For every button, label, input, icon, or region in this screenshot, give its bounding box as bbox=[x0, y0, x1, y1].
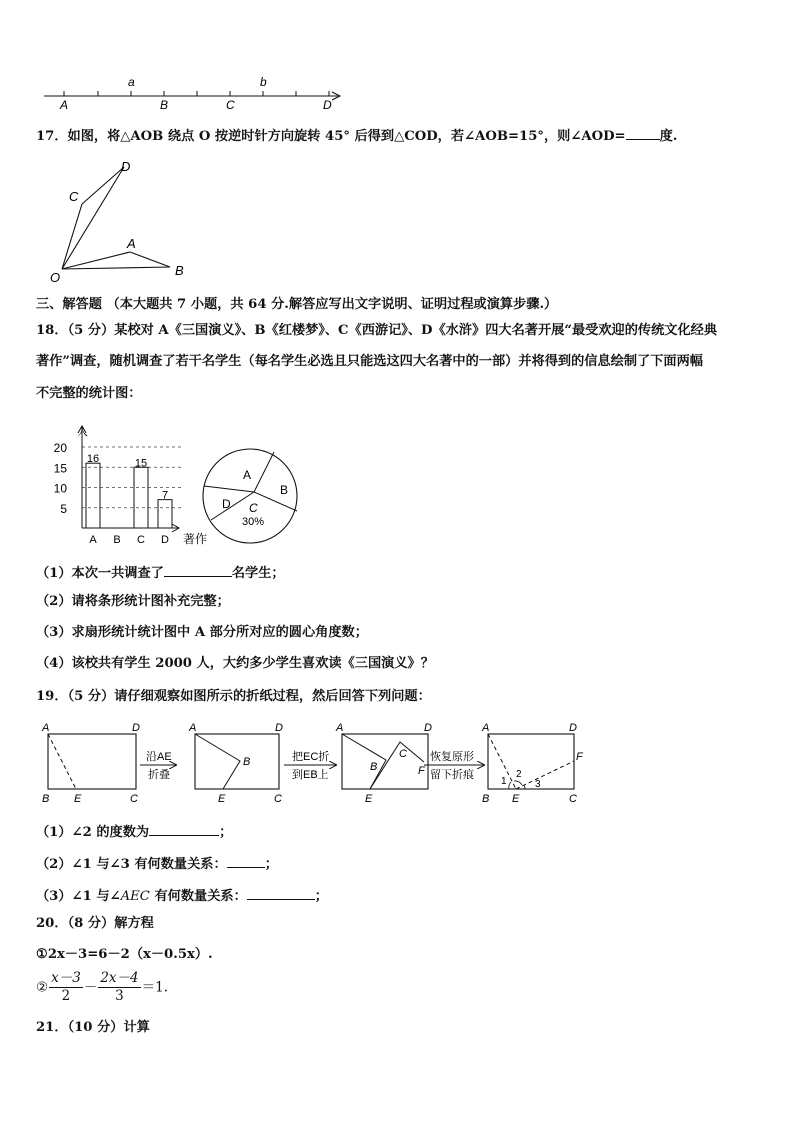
q19-sub-3 bbox=[36, 886, 328, 905]
fig4-label-C: C bbox=[569, 793, 577, 805]
fig2-label-C: C bbox=[274, 793, 282, 805]
fig1-label-E: E bbox=[74, 793, 82, 805]
q19-sub-2 bbox=[36, 854, 278, 873]
q20-frac2-numerator: 2x－4 bbox=[100, 970, 139, 986]
question-17 bbox=[36, 126, 677, 145]
fig4-label-F: F bbox=[576, 751, 583, 763]
q19-title: 19．（5 分）请仔细观察如图所示的折纸过程，然后回答下列问题： bbox=[36, 689, 431, 704]
fig3-label-A: A bbox=[336, 722, 344, 734]
q18-line-1: 18．（5 分）某校对 A《三国演义》、B《红楼梦》、C《西游记》、D《水浒》四大名著开展“最受欢迎的传统文化经典 bbox=[36, 323, 718, 338]
bar-chart-ytick: 5 bbox=[60, 501, 67, 516]
q19-sub3-prefix: （3）∠1 与∠ bbox=[36, 889, 121, 904]
numberline-label-a: a bbox=[128, 75, 135, 89]
pie-slice-boundary bbox=[204, 486, 254, 492]
pie-slice-boundary bbox=[254, 452, 274, 492]
numberline-label-b: b bbox=[260, 75, 267, 89]
q20-frac1-numerator: x－3 bbox=[51, 970, 81, 986]
bar-xtick-B: B bbox=[113, 534, 121, 546]
bar-data-label-D: 7 bbox=[161, 489, 169, 502]
pie-label-B: B bbox=[280, 483, 289, 497]
q21-title: 21．（10 分）计算 bbox=[36, 1020, 150, 1035]
arrow3-label-top: 恢复原形 bbox=[430, 751, 474, 763]
bar-A bbox=[86, 463, 100, 528]
q19-sub1-prefix: （1）∠2 的度数为 bbox=[36, 825, 150, 840]
q18-bar-chart bbox=[44, 422, 216, 550]
fig3-label-E: E bbox=[365, 793, 373, 805]
q19-sub2-suffix: ； bbox=[264, 857, 278, 872]
bar-chart-ylabel: 人 bbox=[77, 426, 88, 438]
fig2-label-D: D bbox=[275, 722, 283, 734]
pie-label-A: A bbox=[243, 468, 252, 482]
fig4-label-E: E bbox=[512, 793, 520, 805]
q17-suffix: 度. bbox=[659, 129, 678, 144]
pie-label-D: D bbox=[222, 497, 231, 511]
fig1-label-C: C bbox=[130, 793, 138, 805]
fig2-label-E: E bbox=[218, 793, 226, 805]
bar-data-label-C: 15 bbox=[134, 457, 148, 470]
q18-sub1-blank[interactable] bbox=[164, 563, 232, 577]
q20-title: 20．（8 分）解方程 bbox=[36, 916, 154, 931]
q18-sub-3: （3）求扇形统计统计图中 A 部分所对应的圆心角度数； bbox=[36, 625, 368, 640]
q18-sub-1 bbox=[36, 563, 285, 582]
q18-line-3: 不完整的统计图： bbox=[36, 386, 142, 401]
fig2-label-A: A bbox=[189, 722, 197, 734]
q19-sub3-suffix: ； bbox=[314, 889, 328, 904]
bar-chart-xlabel: 著作 bbox=[183, 532, 208, 546]
fig1-label-D: D bbox=[132, 722, 140, 734]
numberline-label-B: B bbox=[160, 98, 169, 112]
bar-chart-ytick: 20 bbox=[53, 441, 67, 455]
number-line-figure bbox=[40, 72, 350, 112]
q17-label-C: C bbox=[69, 189, 79, 204]
bar-chart-ytick: 10 bbox=[53, 481, 67, 496]
fig1-label-A: A bbox=[42, 722, 50, 734]
q20-frac2-denominator: 3 bbox=[115, 988, 124, 1004]
fig4-label-D: D bbox=[569, 722, 577, 734]
fig4-angle-2: 2 bbox=[516, 769, 522, 780]
fig4-label-A: A bbox=[482, 722, 490, 734]
q19-sub3-mid: 有何数量关系： bbox=[149, 889, 247, 904]
fig2-label-B: B bbox=[243, 756, 251, 768]
bar-xtick-C: C bbox=[137, 534, 145, 546]
numberline-label-C: C bbox=[226, 98, 235, 112]
pie-annotation-C: 30% bbox=[242, 516, 265, 528]
q18-line-2: 著作”调查，随机调查了若干名学生（每名学生必选且只能选这四大名著中的一部）并将得到的信息绘制了下面两幅 bbox=[36, 354, 703, 369]
fig3-label-F: F bbox=[418, 765, 425, 777]
q20-equation-1: ①2x－3=6－2（x－0.5x）. bbox=[36, 947, 213, 962]
numberline-label-A: A bbox=[60, 98, 69, 112]
q17-label-B: B bbox=[175, 263, 184, 278]
q20-eq2-suffix: ＝1. bbox=[141, 979, 168, 996]
q20-frac1-denominator: 2 bbox=[61, 988, 71, 1004]
section-3-heading: 三、解答题 （本大题共 7 小题，共 64 分.解答应写出文字说明、证明过程或演算步骤.） bbox=[36, 297, 558, 312]
q18-sub1-suffix: 名学生； bbox=[231, 566, 285, 581]
q19-folding-figure bbox=[38, 718, 598, 810]
bar-chart-ytick: 15 bbox=[53, 461, 67, 476]
q17-label-D: D bbox=[121, 159, 131, 174]
bar-xtick-A: A bbox=[89, 534, 97, 546]
q20-eq2-prefix: ② bbox=[36, 979, 49, 996]
fig4-label-B: B bbox=[482, 793, 490, 805]
fig4-angle-1: 1 bbox=[501, 776, 507, 787]
fig3-label-C: C bbox=[399, 748, 407, 760]
bar-xtick-D: D bbox=[161, 534, 169, 546]
q19-sub-1 bbox=[36, 822, 232, 841]
q18-sub-2: （2）请将条形统计图补充完整； bbox=[36, 594, 230, 609]
bar-D bbox=[158, 500, 172, 528]
pie-label-C: C bbox=[249, 501, 258, 515]
fig3-label-D: D bbox=[424, 722, 432, 734]
fig1-label-B: B bbox=[42, 793, 50, 805]
arrow1-label-bottom: 折叠 bbox=[148, 769, 170, 781]
q19-sub1-suffix: ； bbox=[219, 825, 233, 840]
q17-rotation-figure bbox=[44, 155, 204, 287]
fig3-label-B: B bbox=[370, 761, 378, 773]
q17-answer-blank[interactable] bbox=[626, 126, 660, 140]
arrow3-label-bottom: 留下折痕 bbox=[430, 769, 474, 781]
q19-sub2-blank[interactable] bbox=[227, 854, 265, 868]
q18-sub-4: （4）该校共有学生 2000 人，大约多少学生喜欢读《三国演义》？ bbox=[36, 656, 434, 671]
numberline-label-D: D bbox=[323, 98, 332, 112]
q20-fraction-2 bbox=[98, 970, 140, 1005]
q19-sub3-blank[interactable] bbox=[247, 886, 315, 900]
fig4-angle-3: 3 bbox=[535, 779, 541, 790]
q17-label-O: O bbox=[50, 270, 61, 285]
q18-pie-chart bbox=[202, 424, 302, 544]
q17-prefix: 17．如图，将△AOB 绕点 O 按逆时针方向旋转 45° 后得到△COD，若∠AOB=15°，则∠AOD= bbox=[36, 129, 626, 144]
q20-fraction-1 bbox=[49, 970, 83, 1005]
q19-sub2-prefix: （2）∠1 与∠3 有何数量关系： bbox=[36, 857, 227, 872]
arrow2-label-top: 把EC折 bbox=[292, 751, 330, 763]
bar-data-label-A: 16 bbox=[86, 453, 100, 466]
q18-sub1-prefix: （1）本次一共调查了 bbox=[36, 566, 164, 581]
bar-C bbox=[134, 467, 148, 528]
arrow2-label-bottom: 到EB上 bbox=[292, 769, 329, 781]
q19-sub3-aec: AEC bbox=[120, 889, 150, 904]
q17-label-A: A bbox=[127, 236, 136, 251]
pie-slice-boundary bbox=[254, 492, 297, 511]
arrow1-label-top: 沿AE bbox=[146, 751, 172, 763]
q20-equation-2 bbox=[36, 970, 168, 1005]
q20-minus: － bbox=[83, 979, 98, 996]
q19-sub1-blank[interactable] bbox=[149, 822, 219, 836]
